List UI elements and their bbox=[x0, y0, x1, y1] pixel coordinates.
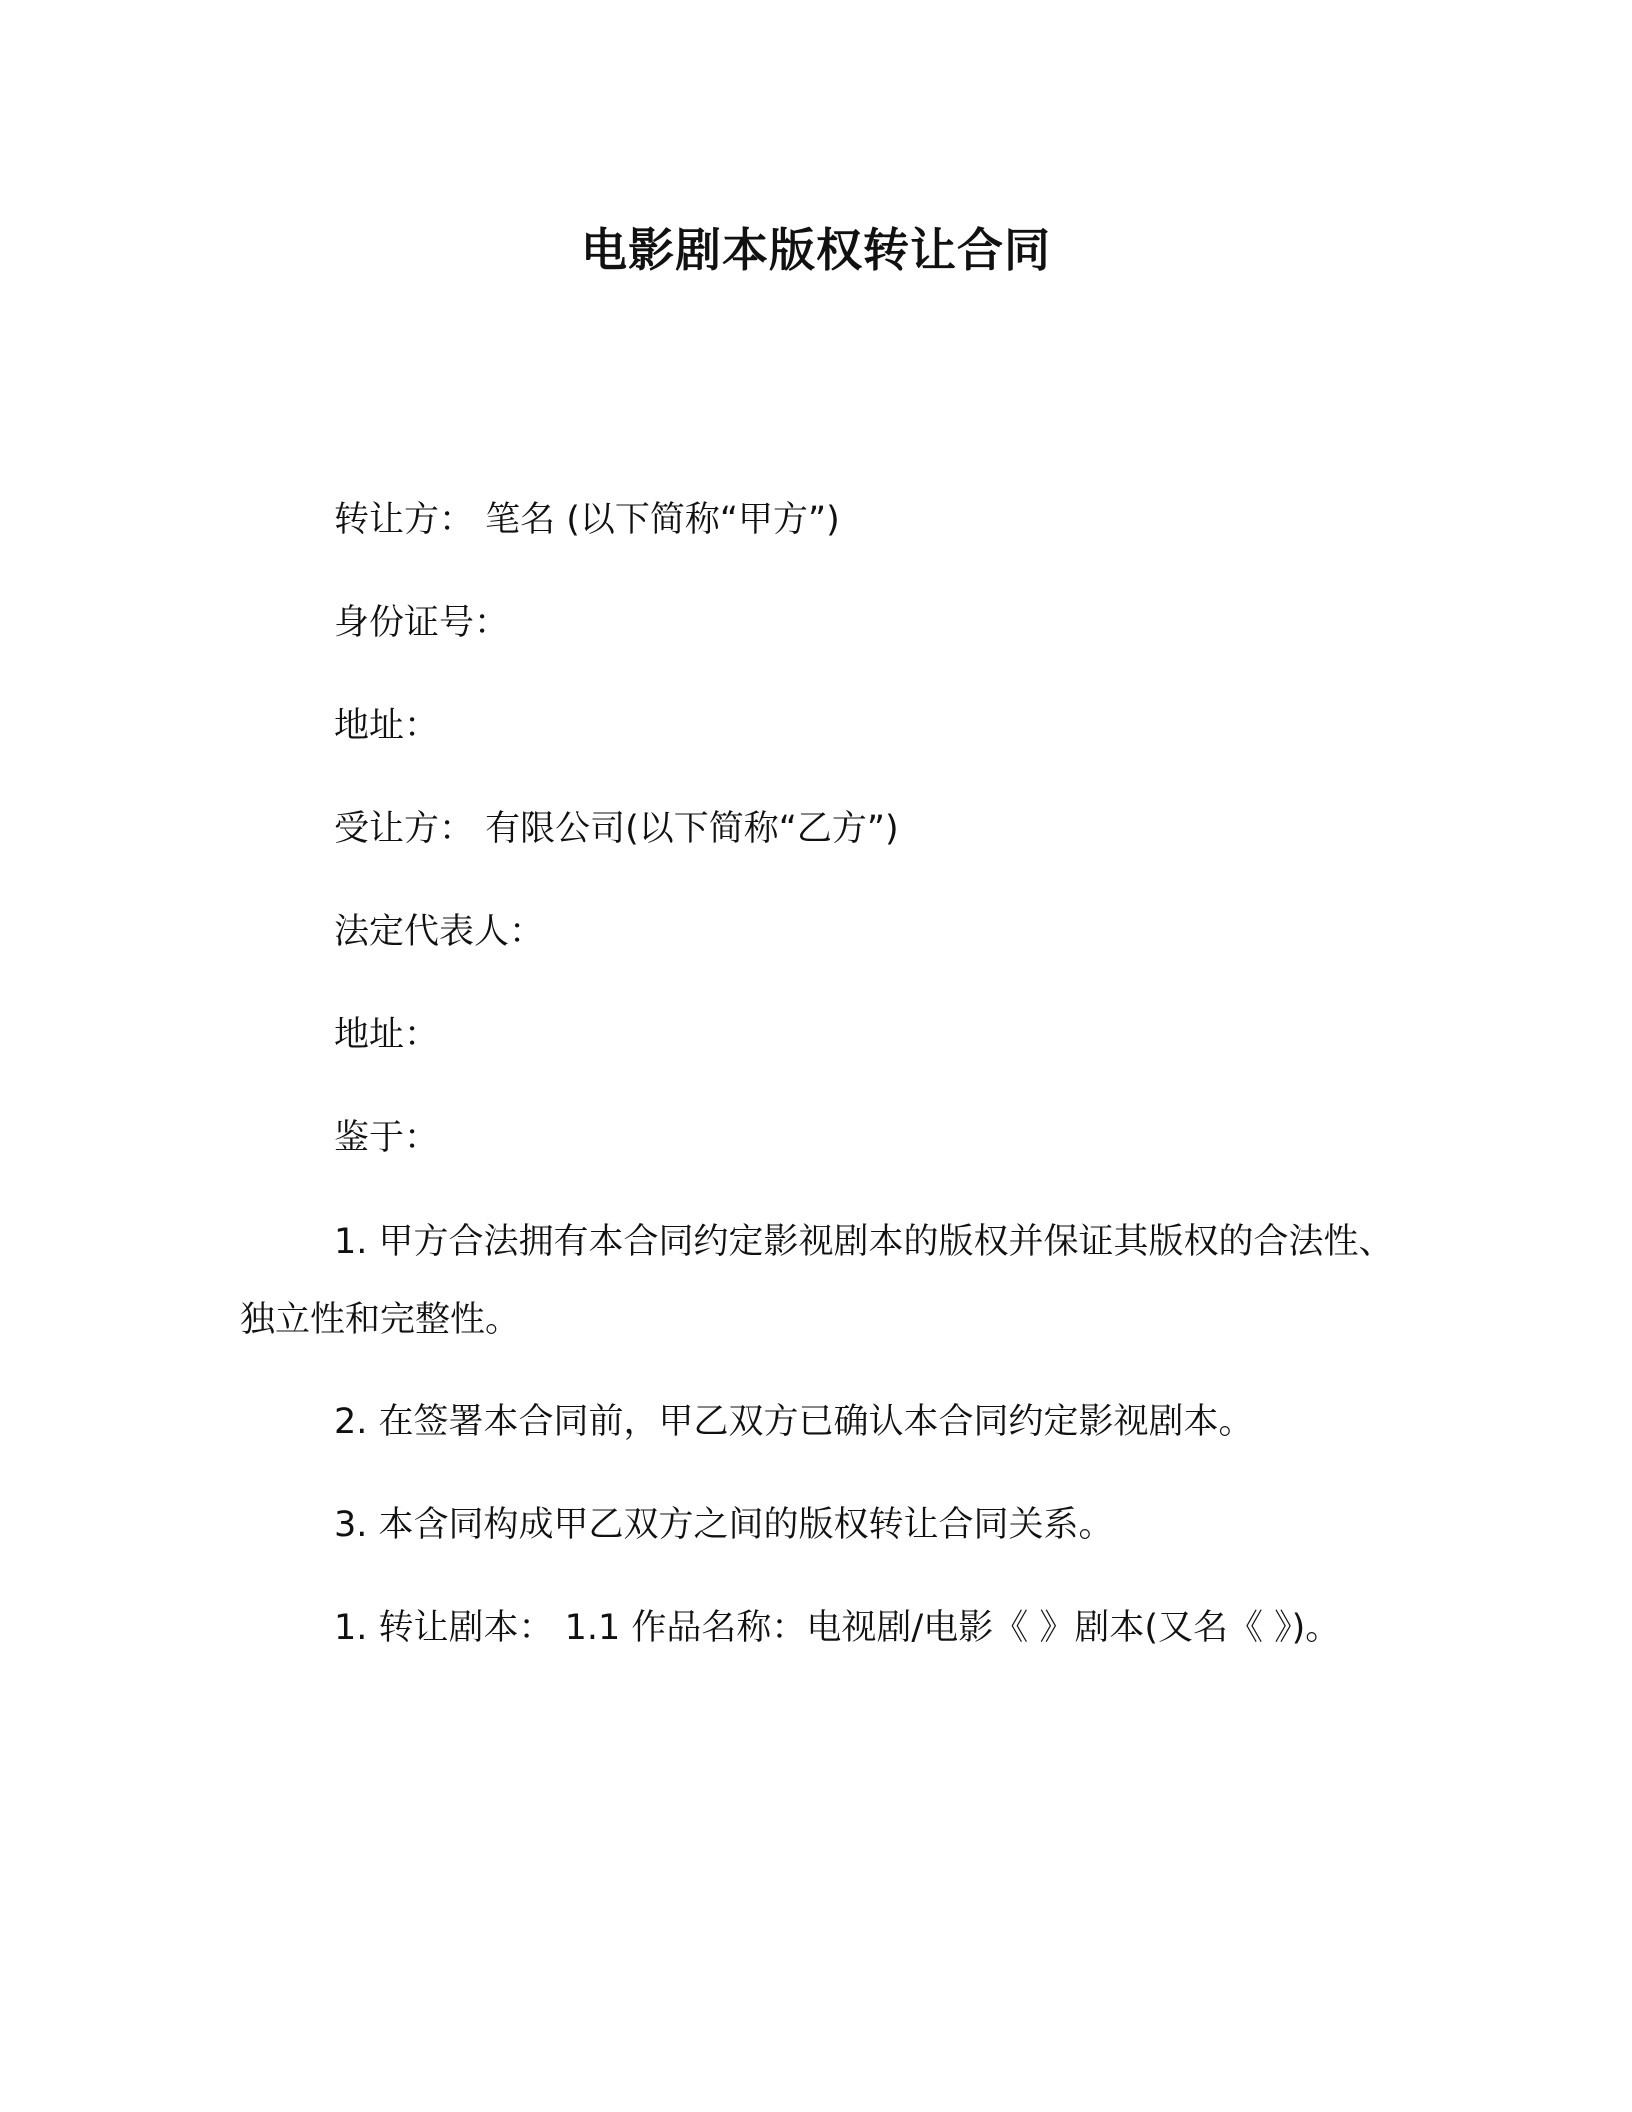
document-title: 电影剧本版权转让合同 bbox=[581, 223, 1051, 277]
whereas-heading: 鉴于： bbox=[334, 1118, 440, 1158]
transferee-line: 受让方： 有限公司(以下简称“乙方”) bbox=[334, 809, 899, 849]
clause-1-line: 1. 转让剧本： 1.1 作品名称：电视剧/电影《 》剧本(又名《 》)。 bbox=[334, 1608, 1341, 1648]
legal-representative-line: 法定代表人： bbox=[334, 912, 545, 952]
party-b-address-line: 地址： bbox=[334, 1015, 440, 1055]
id-number-line: 身份证号： bbox=[334, 603, 510, 643]
transferor-line: 转让方： 笔名 (以下简称“甲方”) bbox=[334, 500, 840, 540]
whereas-item-2: 2. 在签署本合同前，甲乙双方已确认本合同约定影视剧本。 bbox=[334, 1402, 1254, 1442]
whereas-item-3: 3. 本含同构成甲乙双方之间的版权转让合同关系。 bbox=[334, 1505, 1114, 1545]
whereas-item-1: 1. 甲方合法拥有本合同约定影视剧本的版权并保证其版权的合法性、独立性和完整性。 bbox=[240, 1222, 1394, 1340]
party-a-address-line: 地址： bbox=[334, 706, 440, 746]
